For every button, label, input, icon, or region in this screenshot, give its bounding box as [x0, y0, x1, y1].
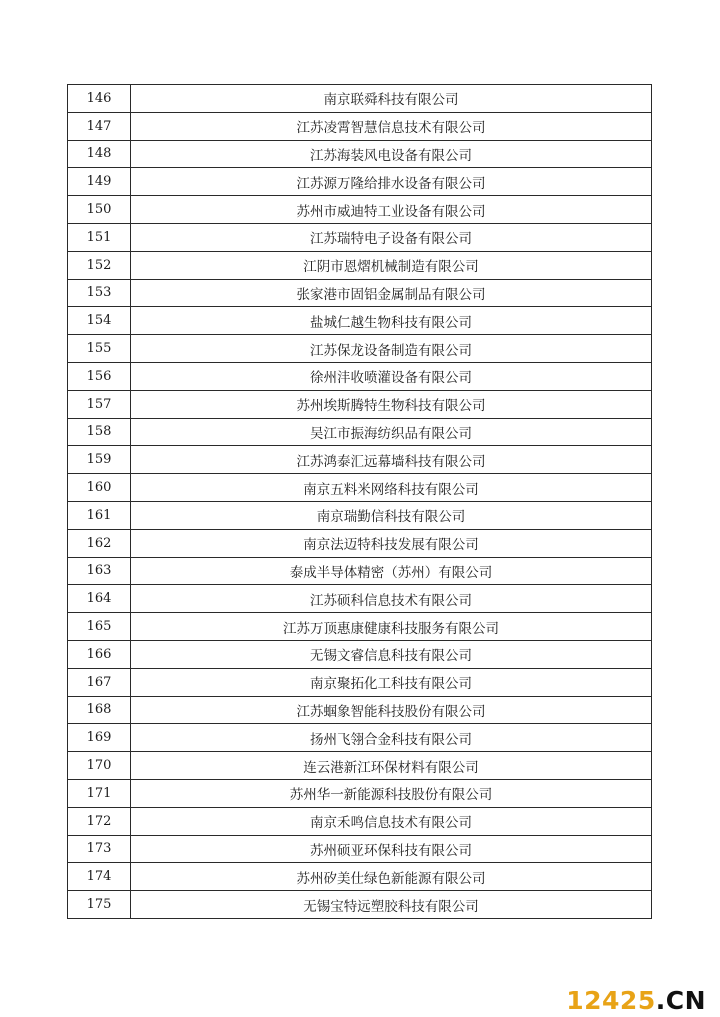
company-name-cell: 江苏硕科信息技术有限公司	[131, 585, 652, 613]
table-row	[68, 390, 652, 418]
company-name-cell: 盐城仁越生物科技有限公司	[131, 307, 652, 335]
table-row	[68, 223, 652, 251]
company-name-cell: 无锡宝特远塑胶科技有限公司	[131, 891, 652, 919]
company-name-cell: 苏州华一新能源科技股份有限公司	[131, 779, 652, 807]
table-row	[68, 251, 652, 279]
row-number-cell: 149	[68, 168, 131, 196]
company-name-cell: 吴江市振海纺织品有限公司	[131, 418, 652, 446]
row-number-cell: 162	[68, 529, 131, 557]
row-number-cell: 171	[68, 779, 131, 807]
table-row	[68, 863, 652, 891]
company-name-cell: 苏州市威迪特工业设备有限公司	[131, 196, 652, 224]
table-row	[68, 585, 652, 613]
company-name-cell: 连云港新江环保材料有限公司	[131, 752, 652, 780]
row-number-cell: 150	[68, 196, 131, 224]
company-name-cell: 张家港市固铝金属制品有限公司	[131, 279, 652, 307]
company-name-cell: 无锡文睿信息科技有限公司	[131, 640, 652, 668]
table-row	[68, 668, 652, 696]
watermark-domain: .CN	[655, 986, 706, 1015]
company-name-cell: 江阴市恩熠机械制造有限公司	[131, 251, 652, 279]
row-number-cell: 153	[68, 279, 131, 307]
table-row	[68, 696, 652, 724]
company-name-cell: 江苏海装风电设备有限公司	[131, 140, 652, 168]
table-row	[68, 140, 652, 168]
row-number-cell: 159	[68, 446, 131, 474]
row-number-cell: 172	[68, 807, 131, 835]
row-number-cell: 152	[68, 251, 131, 279]
row-number-cell: 163	[68, 557, 131, 585]
table-row	[68, 474, 652, 502]
row-number-cell: 158	[68, 418, 131, 446]
watermark-digits: 12425	[566, 986, 656, 1015]
table-row	[68, 752, 652, 780]
table-row	[68, 724, 652, 752]
table-row	[68, 279, 652, 307]
row-number-cell: 173	[68, 835, 131, 863]
table-row	[68, 85, 652, 113]
table-row	[68, 196, 652, 224]
table-row	[68, 807, 652, 835]
table-row	[68, 112, 652, 140]
company-name-cell: 南京瑞勤信科技有限公司	[131, 501, 652, 529]
row-number-cell: 169	[68, 724, 131, 752]
row-number-cell: 168	[68, 696, 131, 724]
row-number-cell: 157	[68, 390, 131, 418]
company-name-cell: 江苏蝈象智能科技股份有限公司	[131, 696, 652, 724]
table-row	[68, 779, 652, 807]
company-name-cell: 泰成半导体精密（苏州）有限公司	[131, 557, 652, 585]
row-number-cell: 167	[68, 668, 131, 696]
row-number-cell: 147	[68, 112, 131, 140]
company-name-cell: 苏州硕亚环保科技有限公司	[131, 835, 652, 863]
table-row	[68, 168, 652, 196]
company-name-cell: 苏州矽美仕绿色新能源有限公司	[131, 863, 652, 891]
row-number-cell: 151	[68, 223, 131, 251]
company-name-cell: 南京联舜科技有限公司	[131, 85, 652, 113]
company-name-cell: 江苏万顶惠康健康科技服务有限公司	[131, 613, 652, 641]
table-row	[68, 613, 652, 641]
company-list-table	[67, 84, 652, 919]
row-number-cell: 175	[68, 891, 131, 919]
company-name-cell: 徐州沣收喷灌设备有限公司	[131, 362, 652, 390]
company-name-cell: 南京五料米网络科技有限公司	[131, 474, 652, 502]
company-name-cell: 江苏鸿泰汇远幕墙科技有限公司	[131, 446, 652, 474]
row-number-cell: 148	[68, 140, 131, 168]
company-name-cell: 江苏凌霄智慧信息技术有限公司	[131, 112, 652, 140]
company-name-cell: 江苏源万隆给排水设备有限公司	[131, 168, 652, 196]
company-name-cell: 苏州埃斯腾特生物科技有限公司	[131, 390, 652, 418]
row-number-cell: 170	[68, 752, 131, 780]
row-number-cell: 166	[68, 640, 131, 668]
company-name-cell: 扬州飞翎合金科技有限公司	[131, 724, 652, 752]
table-row	[68, 362, 652, 390]
table-row	[68, 418, 652, 446]
row-number-cell: 161	[68, 501, 131, 529]
company-name-cell: 江苏瑞特电子设备有限公司	[131, 223, 652, 251]
table-row	[68, 835, 652, 863]
row-number-cell: 154	[68, 307, 131, 335]
row-number-cell: 146	[68, 85, 131, 113]
table-row	[68, 891, 652, 919]
row-number-cell: 164	[68, 585, 131, 613]
company-name-cell: 南京禾鸣信息技术有限公司	[131, 807, 652, 835]
table-row	[68, 640, 652, 668]
table-row	[68, 307, 652, 335]
company-name-cell: 南京聚拓化工科技有限公司	[131, 668, 652, 696]
row-number-cell: 165	[68, 613, 131, 641]
row-number-cell: 155	[68, 335, 131, 363]
table-row	[68, 501, 652, 529]
table-row	[68, 335, 652, 363]
table-row	[68, 446, 652, 474]
site-watermark-logo	[566, 988, 706, 1013]
row-number-cell: 156	[68, 362, 131, 390]
row-number-cell: 174	[68, 863, 131, 891]
company-name-cell: 南京法迈特科技发展有限公司	[131, 529, 652, 557]
table-row	[68, 557, 652, 585]
company-name-cell: 江苏保龙设备制造有限公司	[131, 335, 652, 363]
company-list-body	[68, 85, 652, 919]
table-row	[68, 529, 652, 557]
row-number-cell: 160	[68, 474, 131, 502]
